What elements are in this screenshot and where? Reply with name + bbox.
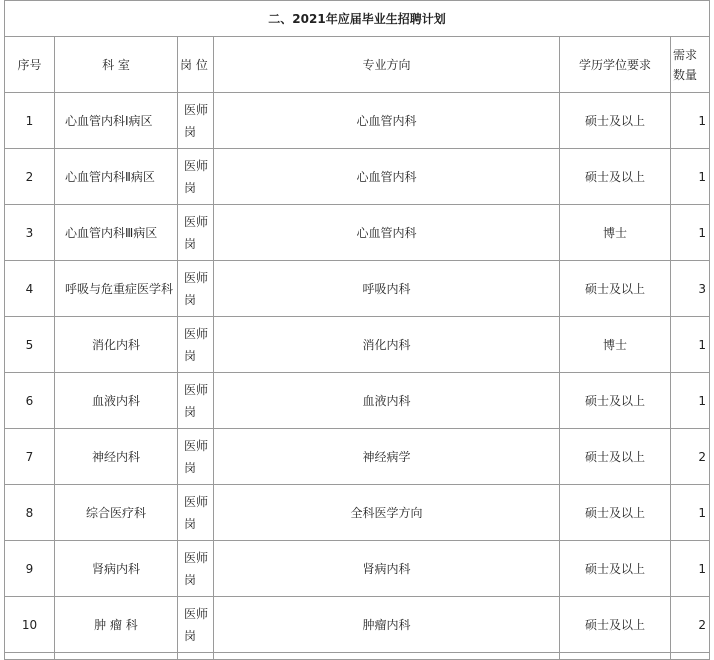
header-pos: 岗 位 — [178, 37, 214, 93]
row-no: 6 — [5, 373, 55, 429]
cut-off-cell — [214, 653, 560, 660]
row-edu: 硕士及以上 — [560, 373, 671, 429]
row-num: 1 — [671, 317, 710, 373]
row-edu: 硕士及以上 — [560, 149, 671, 205]
row-pos-text: 医师岗 — [184, 550, 209, 587]
row-dept — [55, 149, 178, 205]
table-row — [5, 93, 710, 149]
cut-off-row — [5, 653, 710, 660]
row-edu: 硕士及以上 — [560, 485, 671, 541]
row-dept — [55, 485, 178, 541]
row-num: 1 — [671, 93, 710, 149]
row-pos — [178, 541, 214, 597]
row-major: 消化内科 — [214, 317, 560, 373]
row-dept-text: 消化内科 — [91, 337, 140, 352]
row-no: 5 — [5, 317, 55, 373]
row-dept — [55, 597, 178, 653]
row-dept-text: 肾病内科 — [91, 561, 140, 576]
row-major: 心血管内科 — [214, 205, 560, 261]
row-major: 全科医学方向 — [214, 485, 560, 541]
row-edu: 硕士及以上 — [560, 541, 671, 597]
row-pos-text: 医师岗 — [184, 158, 209, 195]
row-num: 1 — [671, 485, 710, 541]
row-pos — [178, 485, 214, 541]
header-num — [671, 37, 710, 93]
row-pos — [178, 373, 214, 429]
row-no: 4 — [5, 261, 55, 317]
row-dept-text: 肿 瘤 科 — [94, 617, 138, 632]
header-num-text: 需求数量 — [673, 47, 698, 82]
row-dept-text: 呼吸与危重症医学科 — [65, 281, 174, 296]
row-dept-text: 综合医疗科 — [85, 505, 146, 520]
row-dept — [55, 93, 178, 149]
row-num: 3 — [671, 261, 710, 317]
row-dept — [55, 429, 178, 485]
row-pos — [178, 205, 214, 261]
row-pos-text: 医师岗 — [184, 494, 209, 531]
row-pos — [178, 261, 214, 317]
table-title: 二、2021年应届毕业生招聘计划 — [5, 1, 710, 37]
header-edu: 学历学位要求 — [560, 37, 671, 93]
row-dept-text: 心血管内科Ⅲ病区 — [65, 225, 158, 240]
row-no: 3 — [5, 205, 55, 261]
table-row — [5, 429, 710, 485]
row-dept — [55, 373, 178, 429]
row-pos — [178, 149, 214, 205]
row-edu: 博士 — [560, 317, 671, 373]
title-row — [5, 1, 710, 37]
table-row — [5, 597, 710, 653]
row-edu: 硕士及以上 — [560, 429, 671, 485]
header-row — [5, 37, 710, 93]
row-major: 神经病学 — [214, 429, 560, 485]
table-row — [5, 485, 710, 541]
row-dept — [55, 317, 178, 373]
header-no: 序号 — [5, 37, 55, 93]
cut-off-cell — [55, 653, 178, 660]
row-edu: 硕士及以上 — [560, 261, 671, 317]
row-dept — [55, 261, 178, 317]
table-row — [5, 317, 710, 373]
row-no: 9 — [5, 541, 55, 597]
row-edu: 硕士及以上 — [560, 597, 671, 653]
table-row — [5, 373, 710, 429]
row-pos — [178, 597, 214, 653]
row-major: 心血管内科 — [214, 93, 560, 149]
table-row — [5, 541, 710, 597]
cut-off-cell — [5, 653, 55, 660]
row-major: 呼吸内科 — [214, 261, 560, 317]
row-dept-text: 心血管内科Ⅱ病区 — [65, 169, 155, 184]
cut-off-cell — [671, 653, 710, 660]
row-num: 1 — [671, 149, 710, 205]
row-num: 1 — [671, 373, 710, 429]
row-num: 2 — [671, 597, 710, 653]
table-row — [5, 149, 710, 205]
row-pos-text: 医师岗 — [184, 606, 209, 643]
cut-off-cell — [560, 653, 671, 660]
row-major: 肾病内科 — [214, 541, 560, 597]
row-num: 2 — [671, 429, 710, 485]
row-no: 7 — [5, 429, 55, 485]
header-major: 专业方向 — [214, 37, 560, 93]
table-row — [5, 205, 710, 261]
row-pos-text: 医师岗 — [184, 270, 209, 307]
row-no: 10 — [5, 597, 55, 653]
row-dept — [55, 205, 178, 261]
row-major: 心血管内科 — [214, 149, 560, 205]
row-num: 1 — [671, 541, 710, 597]
row-pos — [178, 429, 214, 485]
row-no: 1 — [5, 93, 55, 149]
row-dept — [55, 541, 178, 597]
row-edu: 硕士及以上 — [560, 93, 671, 149]
row-pos — [178, 317, 214, 373]
recruitment-plan-table — [4, 0, 710, 660]
row-major: 血液内科 — [214, 373, 560, 429]
row-no: 2 — [5, 149, 55, 205]
row-pos-text: 医师岗 — [184, 438, 209, 475]
header-dept: 科 室 — [55, 37, 178, 93]
row-pos-text: 医师岗 — [184, 214, 209, 251]
row-dept-text: 血液内科 — [91, 393, 140, 408]
row-dept-text: 神经内科 — [91, 449, 140, 464]
cut-off-cell — [178, 653, 214, 660]
table-row — [5, 261, 710, 317]
row-dept-text: 心血管内科Ⅰ病区 — [65, 113, 153, 128]
row-major: 肿瘤内科 — [214, 597, 560, 653]
row-num: 1 — [671, 205, 710, 261]
row-no: 8 — [5, 485, 55, 541]
row-pos-text: 医师岗 — [184, 326, 209, 363]
row-pos-text: 医师岗 — [184, 102, 209, 139]
row-edu: 博士 — [560, 205, 671, 261]
row-pos-text: 医师岗 — [184, 382, 209, 419]
row-pos — [178, 93, 214, 149]
